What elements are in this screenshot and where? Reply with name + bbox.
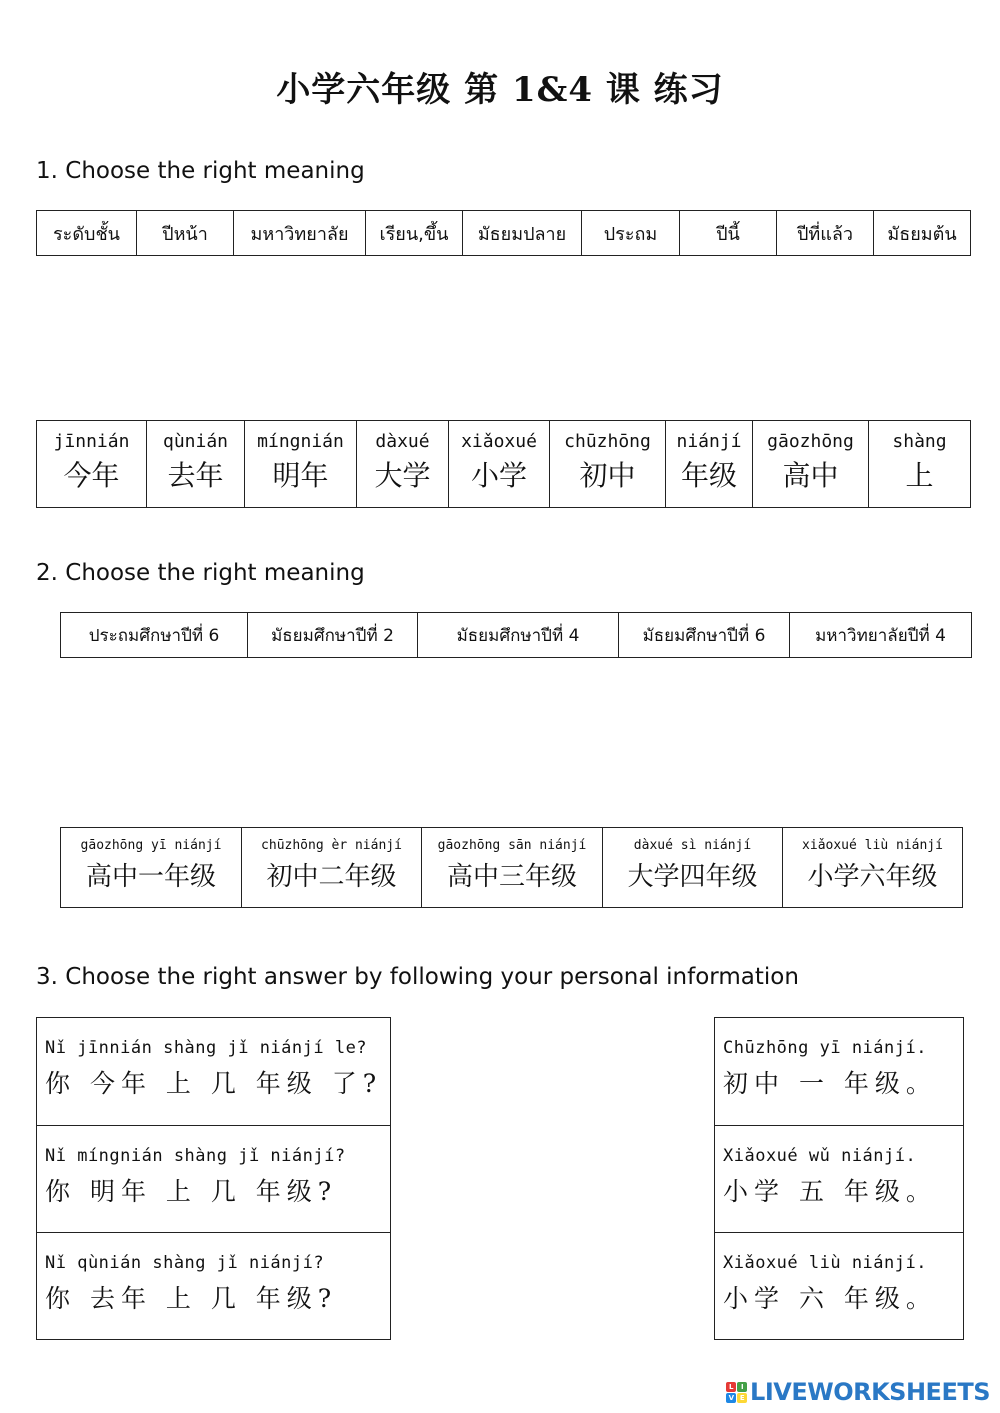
thai-option[interactable]: เรียน,ขึ้น — [365, 211, 462, 255]
answer-list — [714, 1017, 964, 1340]
thai-option[interactable]: มหาวิทยาลัย — [233, 211, 365, 255]
word-pinyin: gāozhōng — [767, 431, 854, 452]
logo-square-e: E — [737, 1393, 747, 1403]
grade-hanzi: 高中三年级 — [446, 862, 577, 892]
section1-word-cards — [36, 420, 971, 508]
thai-option[interactable]: ปีหน้า — [136, 211, 233, 255]
word-card[interactable] — [146, 421, 244, 507]
thai-option[interactable]: มัธยมศึกษาปีที่ 2 — [247, 613, 417, 657]
question-hanzi: 你 去年 上 几 年级? — [45, 1284, 338, 1313]
grade-pinyin: xiǎoxué liù niánjí — [802, 838, 943, 853]
grade-card[interactable] — [782, 828, 962, 907]
word-card[interactable] — [37, 421, 146, 507]
grade-card[interactable] — [421, 828, 602, 907]
word-hanzi: 初中 — [579, 459, 636, 492]
grade-pinyin: chūzhōng èr niánjí — [261, 838, 402, 853]
grade-hanzi: 初中二年级 — [266, 862, 397, 892]
answer-card[interactable] — [715, 1125, 963, 1232]
word-hanzi: 今年 — [63, 459, 120, 492]
question-pinyin: Nǐ míngnián shàng jǐ niánjí? — [45, 1146, 346, 1166]
section1-heading: 1. Choose the right meaning — [36, 158, 365, 184]
grade-card[interactable] — [241, 828, 421, 907]
thai-option[interactable]: มัธยมศึกษาปีที่ 6 — [618, 613, 789, 657]
grade-hanzi: 小学六年级 — [807, 862, 938, 892]
word-card[interactable] — [752, 421, 868, 507]
section3-heading: 3. Choose the right answer by following your personal information — [36, 964, 799, 990]
word-pinyin: xiǎoxué — [461, 431, 537, 452]
answer-pinyin: Xiǎoxué liù niánjí. — [723, 1253, 927, 1273]
question-card[interactable] — [37, 1125, 390, 1232]
question-card[interactable] — [37, 1232, 390, 1339]
question-hanzi: 你 明年 上 几 年级? — [45, 1177, 338, 1206]
grade-hanzi: 大学四年级 — [627, 862, 758, 892]
grade-pinyin: gāozhōng yī niánjí — [80, 838, 222, 853]
grade-card[interactable] — [602, 828, 782, 907]
thai-option[interactable]: ประถม — [581, 211, 679, 255]
word-hanzi: 上 — [905, 459, 934, 492]
word-hanzi: 去年 — [167, 459, 224, 492]
word-pinyin: míngnián — [257, 431, 344, 452]
word-hanzi: 小学 — [470, 459, 527, 492]
answer-hanzi: 小学 五 年级。 — [723, 1177, 937, 1206]
thai-option[interactable]: มัธยมต้น — [873, 211, 970, 255]
section2-thai-options — [60, 612, 972, 658]
question-list — [36, 1017, 391, 1340]
word-card[interactable] — [356, 421, 448, 507]
thai-option[interactable]: มหาวิทยาลัยปีที่ 4 — [789, 613, 971, 657]
grade-hanzi: 高中一年级 — [85, 862, 216, 892]
question-pinyin: Nǐ jīnnián shàng jǐ niánjí le? — [45, 1038, 368, 1058]
thai-option[interactable]: ปีที่แล้ว — [776, 211, 873, 255]
word-card[interactable] — [549, 421, 665, 507]
word-pinyin: niánjí — [676, 431, 742, 452]
grade-card[interactable] — [61, 828, 241, 907]
word-pinyin: chūzhōng — [564, 431, 651, 452]
answer-pinyin: Xiǎoxué wǔ niánjí. — [723, 1146, 917, 1166]
word-pinyin: qùnián — [162, 431, 229, 452]
word-pinyin: shàng — [892, 431, 947, 452]
word-card[interactable] — [665, 421, 752, 507]
page-title: 小学六年级 第 1&4 课 练习 — [276, 70, 724, 110]
thai-option[interactable]: ระดับชั้น — [53, 223, 120, 245]
question-card[interactable] — [37, 1018, 390, 1125]
word-hanzi: 明年 — [272, 459, 329, 492]
liveworksheets-logo-icon — [726, 1382, 747, 1403]
word-card[interactable] — [244, 421, 356, 507]
brand-text: LIVEWORKSHEETS — [750, 1378, 990, 1406]
word-pinyin: jīnnián — [53, 431, 130, 452]
word-card[interactable] — [448, 421, 549, 507]
thai-option[interactable]: มัธยมศึกษาปีที่ 4 — [417, 613, 618, 657]
word-hanzi: 高中 — [782, 459, 839, 492]
section2-word-cards — [60, 827, 963, 908]
answer-hanzi: 小学 六 年级。 — [723, 1284, 937, 1313]
word-card[interactable] — [868, 421, 970, 507]
answer-pinyin: Chūzhōng yī niánjí. — [723, 1038, 927, 1058]
grade-pinyin: gāozhōng sān niánjí — [437, 838, 587, 853]
answer-card[interactable] — [715, 1232, 963, 1339]
question-pinyin: Nǐ qùnián shàng jǐ niánjí? — [45, 1253, 325, 1273]
word-hanzi: 年级 — [680, 459, 737, 492]
liveworksheets-brand — [726, 1378, 990, 1406]
thai-option[interactable]: มัธยมปลาย — [462, 211, 581, 255]
answer-hanzi: 初中 一 年级。 — [723, 1069, 937, 1098]
word-hanzi: 大学 — [374, 459, 431, 492]
question-hanzi: 你 今年 上 几 年级 了? — [45, 1069, 383, 1098]
section2-heading: 2. Choose the right meaning — [36, 560, 365, 586]
logo-square-i: I — [737, 1382, 747, 1392]
word-pinyin: dàxué — [375, 431, 430, 452]
thai-option[interactable]: ประถมศึกษาปีที่ 6 — [88, 625, 220, 646]
answer-card[interactable] — [715, 1018, 963, 1125]
section1-thai-options — [36, 210, 971, 256]
grade-pinyin: dàxué sì niánjí — [633, 838, 752, 853]
thai-option[interactable]: ปีนี้ — [679, 211, 776, 255]
logo-square-v: V — [726, 1393, 736, 1403]
logo-square-l: L — [726, 1382, 736, 1392]
